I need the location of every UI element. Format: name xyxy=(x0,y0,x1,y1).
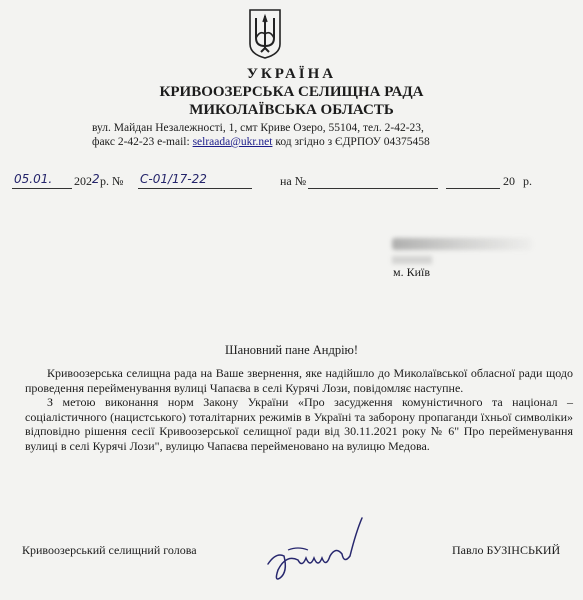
paragraph: З метою виконання норм Закону України «Про засудження комуністичного та націонал – соціалістичного (нацистського) тоталітарних режимів в Україні та заборону пропаганди їхньої символіки» відповідно рішення сесії Кривоозерської селищної ради від 30.11.2021 року № 6" Про перейменування вулиці в селі Курячі Лози", вулицю Чапаєва перейменовано на вулицю Медова. xyxy=(25,395,573,453)
paragraph: Кривоозерська селищна рада на Ваше звернення, яке надійшло до Миколаївської обласної ради щодо проведення перейменування вулиці Чапаєва в селі Курячі Лози, повідомляє наступне. xyxy=(25,366,573,395)
letterhead-country: УКРАЇНА xyxy=(246,66,337,82)
trident-coat-of-arms-icon xyxy=(248,8,282,60)
ref-year-prefix: 202 xyxy=(74,174,92,188)
ref-number: С-01/17-22 xyxy=(140,172,207,186)
recipient-city: м. Київ xyxy=(393,265,431,279)
reference-line xyxy=(12,172,572,192)
address-prefix: факс 2-42-23 e-mail: xyxy=(92,136,193,148)
ref-year-suffix: р. № xyxy=(100,174,124,188)
ref-year-end: 20 xyxy=(503,174,515,188)
signatory-title: Кривоозерський селищний голова xyxy=(22,543,197,557)
ref-year-written: 2 xyxy=(92,172,100,186)
ref-to-label: на № xyxy=(280,174,307,188)
address-suffix: код згідно з ЄДРПОУ 04375458 xyxy=(272,136,430,148)
handwritten-signature xyxy=(258,512,368,584)
email-link[interactable]: selraada@ukr.net xyxy=(192,136,273,148)
letterhead-address-line2 xyxy=(92,136,430,148)
ref-date: 05.01. xyxy=(14,172,53,186)
letterhead-organization: КРИВООЗЕРСЬКА СЕЛИЩНА РАДА xyxy=(159,84,424,100)
redacted-recipient-line2 xyxy=(392,256,432,264)
letterhead-address-line1: вул. Майдан Незалежності, 1, смт Криве Озеро, 55104, тел. 2-42-23, xyxy=(92,122,424,134)
salutation: Шановний пане Андрію! xyxy=(224,343,359,357)
letterhead-region: МИКОЛАЇВСЬКА ОБЛАСТЬ xyxy=(189,102,394,118)
ref-year-end-suffix: р. xyxy=(523,174,532,188)
redacted-recipient xyxy=(392,238,532,250)
signatory-name: Павло БУЗІНСЬКИЙ xyxy=(452,543,561,557)
letter-body xyxy=(25,366,573,453)
